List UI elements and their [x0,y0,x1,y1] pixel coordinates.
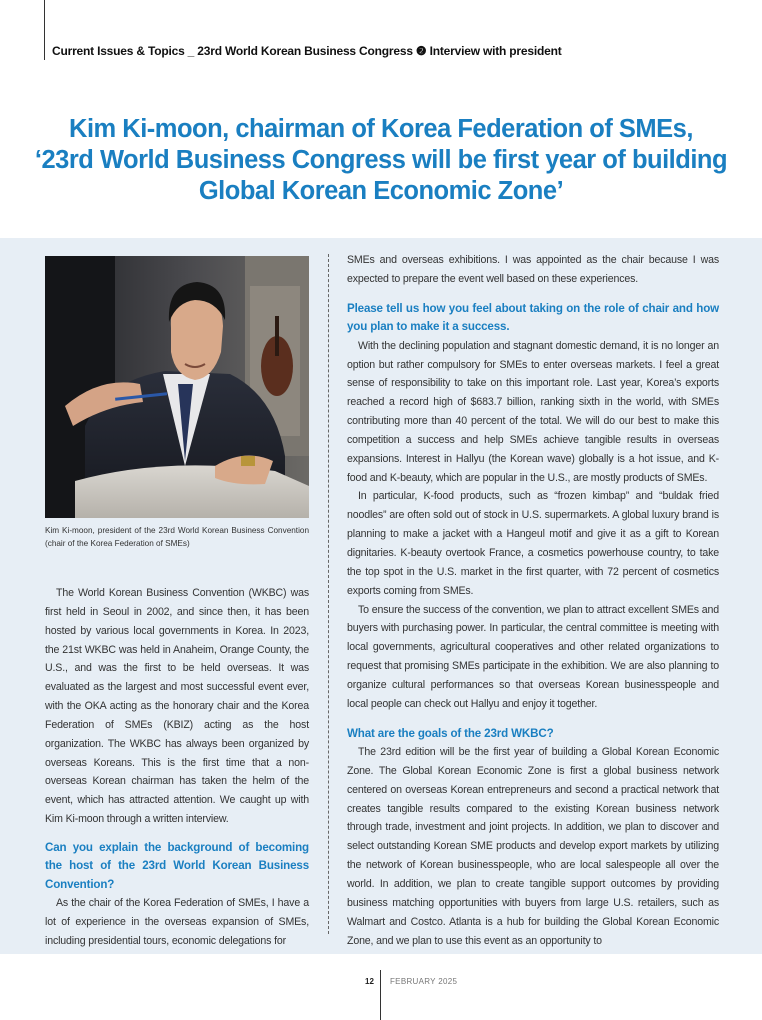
right-column [347,251,719,950]
left-column [45,584,309,951]
portrait-photo [45,256,309,518]
column-divider [328,254,329,934]
question-3: What are the goals of the 23rd WKBC? [347,726,554,740]
headline-line-1: Kim Ki-moon, chairman of Korea Federation of SMEs, [69,115,693,143]
answer-1-continued: SMEs and overseas exhibitions. I was appointed as the chair because I was expected to prepare the event well based on these experiences. [347,254,719,285]
question-1: Can you explain the background of becoming the host of the 23rd World Korean Business Convention? [45,840,309,891]
article-headline [20,114,742,207]
photo-caption: Kim Ki-moon, president of the 23rd World Korean Business Convention (chair of the Korea Federation of SMEs) [45,526,309,548]
article-body [0,238,762,954]
page-number: 12 [365,977,374,986]
answer-3: The 23rd edition will be the first year of building a Global Korean Economic Zone. The Global Korean Economic Zone is first a global business network centered on overseas Korean entrepreneurs and second a practical network that creates tangible results compared to the existing Korean business network through trade, investment and joint projects. In addition, we plan to discover and select outstanding Korean SME products and develop export markets by utilizing the network of Korean businesspeople, who are local salespeople all over the world. In addition, we plan to create tangible support outcomes by providing business matching opportunities with buyers from large U.S. retailers, such as Walmart and Costco. Atlanta is a hub for building the Global Korean Economic Zone, and we plan to use this event as an opportunity to [347,746,719,947]
footer-rule [380,970,381,1020]
answer-1: As the chair of the Korea Federation of SMEs, I have a lot of experience in the overseas expansion of SMEs, including presidential tours, economic delegations for [45,897,309,948]
intro-paragraph: The World Korean Business Convention (WKBC) was first held in Seoul in 2002, and since then, it has been hosted by various local governments in Korea. In 2023, the 21st WKBC was held in Anaheim, Orange County, the U.S., and was the first to be held overseas. It was evaluated as the largest and most successful event ever, with the OKA acting as the honorary chair and the Korea Federation of SMEs (KBIZ) acting as the host organization. The WKBC has always been organized by overseas Koreans. This is the first time that a non-overseas Korean chairman has taken the helm of the event, which has attracted attention. We caught up with Kim Ki-moon through a written interview. [45,587,309,826]
section-header: Current Issues & Topics _ 23rd World Korean Business Congress ❷ Interview with president [52,44,562,58]
answer-2-paragraph-3: To ensure the success of the convention, we plan to attract excellent SMEs and buyers with purchasing power. In particular, the central committee is meeting with local governments, agricultural cooperatives and other related organizations to request that promising SMEs participate in the exhibition. We are also planning to organize cultural performances so that overseas Korean businesspeople and local people can check out Hallyu and enjoy it together. [347,603,719,710]
headline-line-2: ‘23rd World Business Congress will be first year of building [34,146,728,174]
issue-date: FEBRUARY 2025 [390,977,458,986]
answer-2-paragraph-1: With the declining population and stagnant domestic demand, it is no longer an option but rather compulsory for SMEs to enter overseas markets. I feel a great sense of responsibility to take on this important role. Last year, Korea’s exports reached a record high of $683.7 billion, ranking sixth in the world, with SMEs contributing more than 40 percent of the total. We will do our best to make this competition a success and help SMEs achieve tangible results in overseas expansions. Interest in Hallyu (the Korean wave) globally is a hot issue, and K-food and K-beauty, which are popular in the U.S., are mostly products of SMEs. [347,339,719,484]
header-rule [44,0,45,60]
answer-2-paragraph-2: In particular, K-food products, such as “frozen kimbap” and “buldak fried noodles” are often sold out of stock in U.S. supermarkets. A global luxury brand is planning to make a jacket with a Hangeul motif and give it as a gift to Korean dignitaries. K-beauty overtook France, a cosmetics powerhouse country, to take the top spot in the U.S. market in the first quarter, with 72 percent of cosmetics exports coming from SMEs. [347,490,719,597]
headline-line-3: Global Korean Economic Zone’ [198,177,564,205]
question-2: Please tell us how you feel about taking on the role of chair and how you plan to make it a success. [347,301,719,334]
